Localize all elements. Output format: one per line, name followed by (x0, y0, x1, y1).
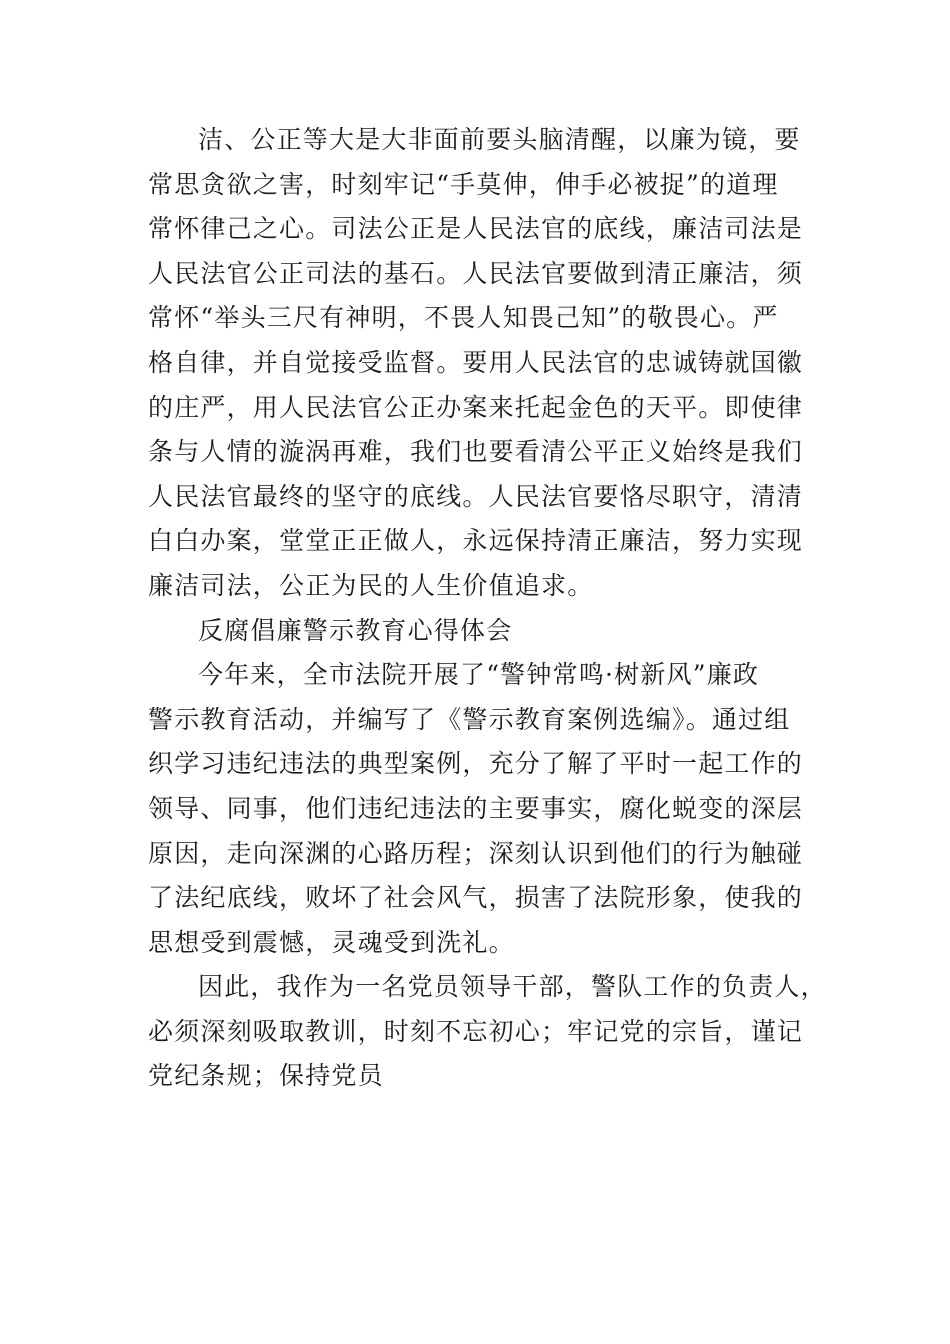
text-line: 党纪条规；保持党员 (148, 1061, 384, 1091)
text-line: 思想受到震憾，灵魂受到洗礼。 (148, 927, 515, 957)
text-line: 常思贪欲之害，时刻牢记“手莫伸，伸手必被捉”的道理 (148, 169, 779, 199)
text-line: 了法纪底线，败坏了社会风气，损害了法院形象，使我的 (148, 883, 804, 913)
text-line: 警示教育活动，并编写了《警示教育案例选编》。通过组 (148, 704, 791, 734)
text-line: 的庄严，用人民法官公正办案来托起金色的天平。即使律 (148, 392, 804, 422)
text-line: 廉洁司法，公正为民的人生价值追求。 (148, 570, 594, 600)
text-line: 必须深刻吸取教训，时刻不忘初心；牢记党的宗旨，谨记 (148, 1016, 804, 1046)
text-line: 格自律，并自觉接受监督。要用人民法官的忠诚铸就国徽 (148, 347, 804, 377)
text-line: 人民法官公正司法的基石。人民法官要做到清正廉洁，须 (148, 258, 804, 288)
text-line: 白白办案，堂堂正正做人，永远保持清正廉洁，努力实现 (148, 526, 804, 556)
text-line: 常怀“举头三尺有神明，不畏人知畏己知”的敬畏心。严 (148, 303, 779, 333)
text-line: 常怀律己之心。司法公正是人民法官的底线，廉洁司法是 (148, 214, 804, 244)
text-line: 今年来，全市法院开展了“警钟常鸣·树新风”廉政 (198, 660, 760, 690)
text-line: 人民法官最终的坚守的底线。人民法官要恪尽职守，清清 (148, 481, 804, 511)
text-line: 领导、同事，他们违纪违法的主要事实，腐化蜕变的深层 (148, 793, 804, 823)
document-body (148, 118, 828, 1099)
text-line: 洁、公正等大是大非面前要头脑清醒，以廉为镜，要 (198, 125, 801, 154)
section-title: 反腐倡廉警示教育心得体会 (198, 615, 513, 645)
text-line: 条与人情的漩涡再难，我们也要看清公平正义始终是我们 (148, 437, 804, 467)
text-line: 原因，走向深渊的心路历程；深刻认识到他们的行为触碰 (148, 838, 804, 868)
text-line: 因此，我作为一名党员领导干部，警队工作的负责人， (198, 972, 827, 1002)
text-line: 织学习违纪违法的典型案例，充分了解了平时一起工作的 (148, 749, 804, 779)
